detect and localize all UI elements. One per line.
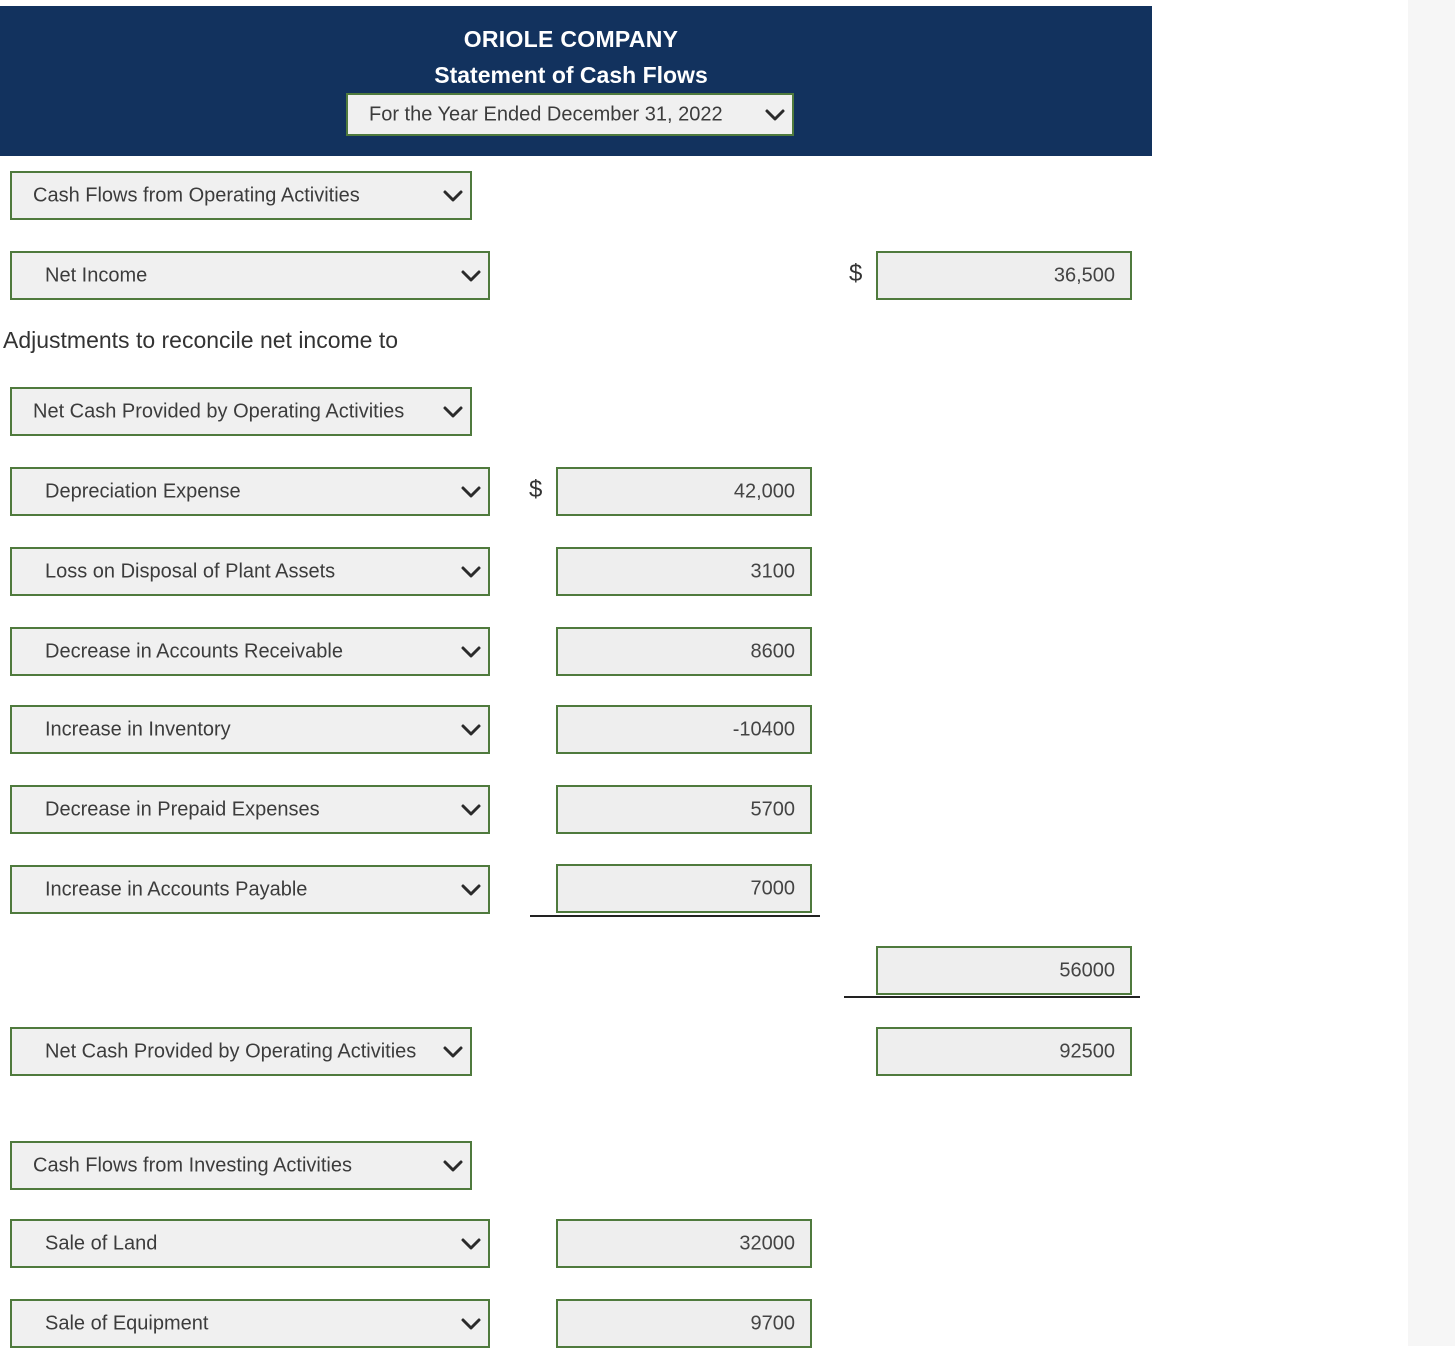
net-income-select[interactable]: [10, 251, 490, 300]
statement-header: [0, 6, 1152, 156]
adjustment-item-label: Depreciation Expense: [45, 480, 241, 502]
company-name: ORIOLE COMPANY: [463, 26, 679, 52]
investing-amount-value: 32000: [739, 1232, 795, 1254]
total-rule: [844, 996, 1140, 998]
chevron-down-icon: [460, 269, 482, 283]
adjustment-amount-value: -10400: [732, 718, 795, 740]
adjustment-item-select[interactable]: [10, 467, 490, 516]
chevron-down-icon: [460, 1317, 482, 1331]
adjustment-item-select[interactable]: [10, 705, 490, 754]
currency-symbol: $: [849, 260, 863, 287]
net-cash-operating-value: 92500: [1059, 1040, 1115, 1062]
chevron-down-icon: [460, 645, 482, 659]
net-cash-operating-input[interactable]: [876, 1027, 1132, 1076]
investing-amount-input[interactable]: [556, 1299, 812, 1348]
adjustment-amount-value: 7000: [750, 877, 795, 899]
chevron-down-icon: [460, 883, 482, 897]
total-adjustments-input[interactable]: [876, 946, 1132, 995]
adjustment-amount-input[interactable]: [556, 785, 812, 834]
net-income-value: 36,500: [1053, 264, 1115, 286]
chevron-down-icon: [460, 723, 482, 737]
adjustment-item-label: Decrease in Prepaid Expenses: [45, 798, 320, 820]
adjustment-item-label: Increase in Accounts Payable: [45, 878, 308, 900]
investing-section-select[interactable]: [10, 1141, 472, 1190]
investing-item-select[interactable]: [10, 1299, 490, 1348]
adjustment-item-select[interactable]: [10, 865, 490, 914]
adjustment-amount-value: 42,000: [733, 480, 795, 502]
statement-title: Statement of Cash Flows: [434, 62, 708, 88]
adjustment-item-label: Loss on Disposal of Plant Assets: [45, 560, 336, 582]
period-select-value: For the Year Ended December 31, 2022: [369, 103, 723, 125]
adjustment-amount-value: 3100: [750, 560, 795, 582]
adjustment-amount-value: 8600: [750, 640, 795, 662]
chevron-down-icon: [460, 565, 482, 579]
chevron-down-icon: [442, 1159, 464, 1173]
investing-section-label: Cash Flows from Investing Activities: [33, 1154, 352, 1176]
adjustment-amount-input[interactable]: [556, 627, 812, 676]
adjustment-item-select[interactable]: [10, 627, 490, 676]
net-cash-operating-select[interactable]: [10, 1027, 472, 1076]
adjustments-text: Adjustments to reconcile net income to: [3, 327, 399, 353]
adjustment-item-label: Increase in Inventory: [45, 718, 231, 740]
investing-item-label: Sale of Land: [45, 1232, 158, 1254]
period-select[interactable]: [346, 93, 794, 136]
adjustments-select[interactable]: [10, 387, 472, 436]
chevron-down-icon: [442, 189, 464, 203]
chevron-down-icon: [764, 108, 786, 122]
net-income-label: Net Income: [45, 264, 148, 286]
net-cash-operating-label: Net Cash Provided by Operating Activities: [45, 1040, 417, 1062]
chevron-down-icon: [442, 405, 464, 419]
operating-section-select[interactable]: [10, 171, 472, 220]
investing-item-label: Sale of Equipment: [45, 1312, 209, 1334]
investing-amount-input[interactable]: [556, 1219, 812, 1268]
net-income-input[interactable]: [876, 251, 1132, 300]
adjustment-item-select[interactable]: [10, 785, 490, 834]
adjustment-amount-input[interactable]: [556, 467, 812, 516]
chevron-down-icon: [460, 1237, 482, 1251]
currency-symbol: $: [529, 476, 543, 503]
subtotal-rule: [530, 915, 820, 917]
adjustment-item-select[interactable]: [10, 547, 490, 596]
adjustments-select-label: Net Cash Provided by Operating Activities: [33, 400, 405, 422]
chevron-down-icon: [460, 485, 482, 499]
page-margin: [1408, 0, 1455, 1346]
adjustment-amount-value: 5700: [750, 798, 795, 820]
operating-section-label: Cash Flows from Operating Activities: [33, 184, 360, 206]
investing-amount-value: 9700: [750, 1312, 795, 1334]
adjustment-amount-input[interactable]: [556, 864, 812, 913]
adjustment-item-label: Decrease in Accounts Receivable: [45, 640, 343, 662]
total-adjustments-value: 56000: [1059, 959, 1115, 981]
adjustment-amount-input[interactable]: [556, 547, 812, 596]
chevron-down-icon: [460, 803, 482, 817]
chevron-down-icon: [442, 1045, 464, 1059]
adjustment-amount-input[interactable]: [556, 705, 812, 754]
investing-item-select[interactable]: [10, 1219, 490, 1268]
